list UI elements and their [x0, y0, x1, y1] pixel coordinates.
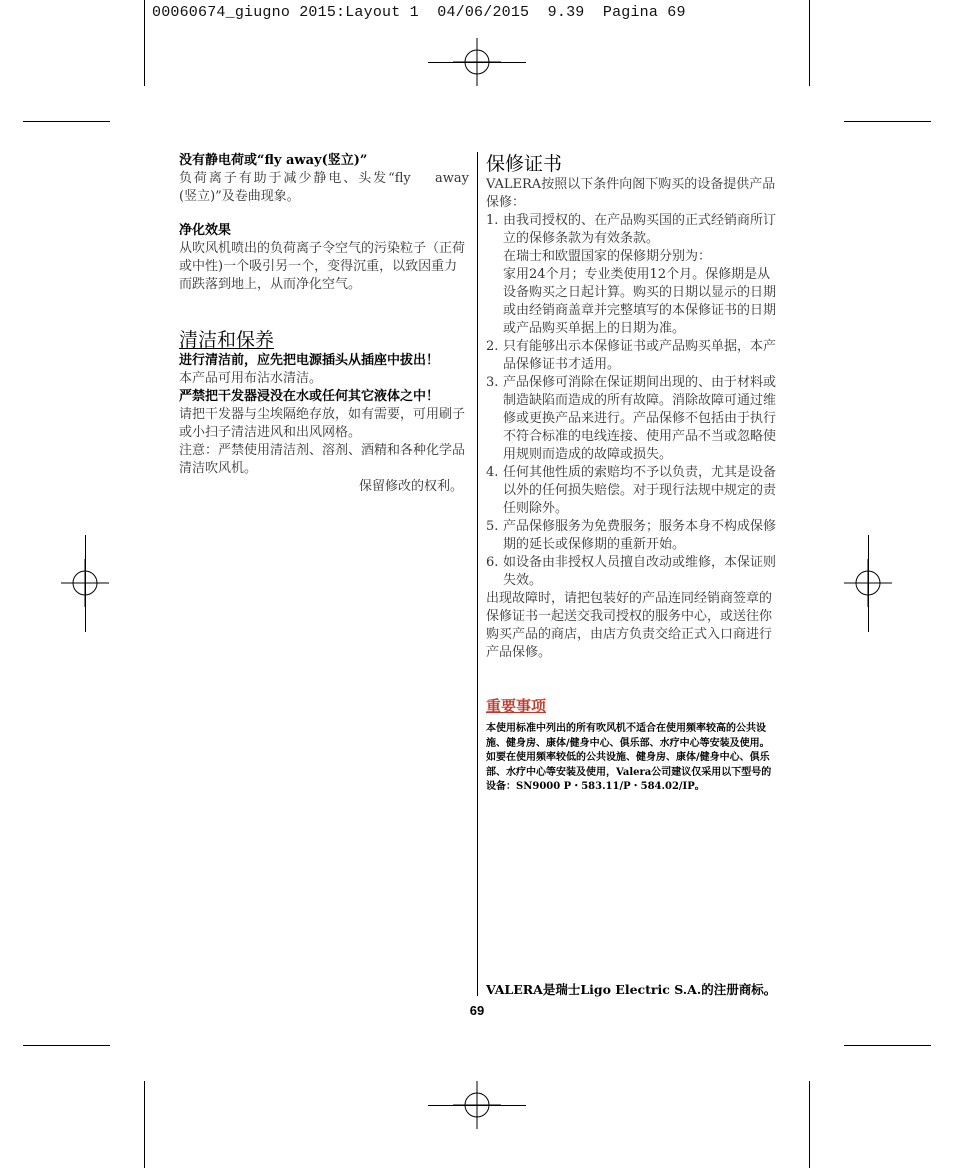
warranty-item	[486, 338, 776, 374]
care-note: 注意：严禁使用清洁剂、溶剂、酒精和各种化学品清洁吹风机。	[179, 443, 466, 476]
item-number: 6.	[486, 555, 499, 570]
item-text: 产品保修服务为免费服务；服务本身不构成保修期的延长或保修期的重新开始。	[503, 519, 777, 552]
static-text-line: 负荷离子有助于减少静电、头发“fly away	[179, 171, 469, 186]
print-slug: 00060674_giugno 2015:Layout 1 04/06/2015 9.39 Pagina 69	[152, 4, 686, 21]
item-text: 在瑞士和欧盟国家的保修期分别为：	[503, 249, 712, 264]
crop-mark	[23, 1045, 110, 1046]
item-text: 家用24个月；专业类使用12个月。保修期是从设备购买之日起计算。购买的日期以显示的日期或由经销商盖章并完整填写的本保修证书的日期或产品购买单据上的日期为准。	[503, 267, 777, 336]
warranty-outro: 出现故障时，请把包装好的产品连同经销商签章的保修证书一起送交我司授权的服务中心，或送往你购买产品的商店，由店方负责交给正式入口商进行产品保修。	[486, 591, 773, 660]
care-text: 本产品可用布沾水清洁。	[179, 371, 323, 386]
important-text: 本使用标准中列出的所有吹风机不适合在使用频率较高的公共设施、健身房、康体/健身中心、俱乐部、水疗中心等安装及使用。如要在使用频率较低的公共设施、健身房、康体/健身中心、俱乐部、水疗中心等安装及使用，Valera公司建议仅采用以下型号的设备：SN9000 P・583.11/P・584.02/IP。	[486, 723, 772, 792]
item-text: 由我司授权的、在产品购买国的正式经销商所订立的保修条款为有效条款。	[503, 213, 777, 246]
warranty-item	[486, 464, 776, 518]
care-warning-unplug: 进行清洁前，应先把电源插头从插座中拔出！	[179, 353, 440, 368]
item-text: 只有能够出示本保修证书或产品购买单据，本产品保修证书才适用。	[503, 339, 777, 372]
item-number: 5.	[486, 519, 499, 534]
rights-reserved: 保留修改的权利。	[358, 479, 463, 494]
static-heading: 没有静电荷或“fly away(竖立)”	[179, 153, 368, 168]
purify-heading: 净化效果	[179, 223, 232, 238]
warranty-intro: VALERA按照以下条件向阁下购买的设备提供产品保修：	[486, 177, 776, 210]
crop-mark	[809, 0, 810, 86]
column-divider	[477, 152, 478, 996]
item-number: 2.	[486, 339, 499, 354]
warranty-item	[486, 374, 776, 464]
crop-mark	[144, 0, 145, 86]
item-text: 如设备由非授权人员擅自改动或维修，本保证则失效。	[503, 555, 777, 588]
crop-mark	[144, 1081, 145, 1168]
warranty-item	[486, 554, 776, 590]
left-column	[179, 152, 469, 496]
warranty-item	[486, 518, 776, 554]
crop-mark	[85, 535, 86, 632]
item-number: 4.	[486, 465, 499, 480]
crop-mark	[428, 1105, 526, 1106]
crop-mark	[868, 535, 869, 632]
warranty-list	[486, 212, 776, 590]
warranty-item	[486, 212, 776, 338]
item-text: 任何其他性质的索赔均不予以负责，尤其是设备以外的任何损失赔偿。对于现行法规中规定的责任则除外。	[503, 465, 777, 516]
care-warning-water: 严禁把干发器浸没在水或任何其它液体之中！	[179, 389, 440, 404]
crop-mark	[23, 121, 110, 122]
trademark-notice: VALERA是瑞士Ligo Electric S.A.的注册商标。	[486, 982, 777, 997]
item-number: 3.	[486, 375, 499, 390]
page-number: 69	[469, 1003, 485, 1018]
item-number: 1.	[486, 213, 499, 228]
care-title: 清洁和保养	[179, 329, 275, 351]
static-text-line: (竖立)”及卷曲现象。	[179, 189, 300, 204]
item-text: 产品保修可消除在保证期间出现的、由于材料或制造缺陷而造成的所有故障。消除故障可通过维修或更换产品来进行。产品保修不包括由于执行不符合标准的电线连接、使用产品不当或忽略使用规则而造成的故障或损失。	[503, 375, 777, 462]
warranty-title: 保修证书	[486, 153, 563, 175]
crop-mark	[844, 1045, 931, 1046]
right-column	[486, 152, 776, 795]
crop-mark	[428, 62, 526, 63]
crop-mark	[844, 121, 931, 122]
important-title: 重要事项	[486, 697, 547, 715]
purify-text: 从吹风机喷出的负荷离子令空气的污染粒子（正荷或中性)一个吸引另一个，变得沉重，以致因重力而跌落到地上，从而净化空气。	[179, 241, 466, 292]
care-text: 请把干发器与尘埃隔绝存放，如有需要，可用刷子或小扫子清洁进风和出风网格。	[179, 407, 466, 440]
crop-mark	[809, 1081, 810, 1168]
